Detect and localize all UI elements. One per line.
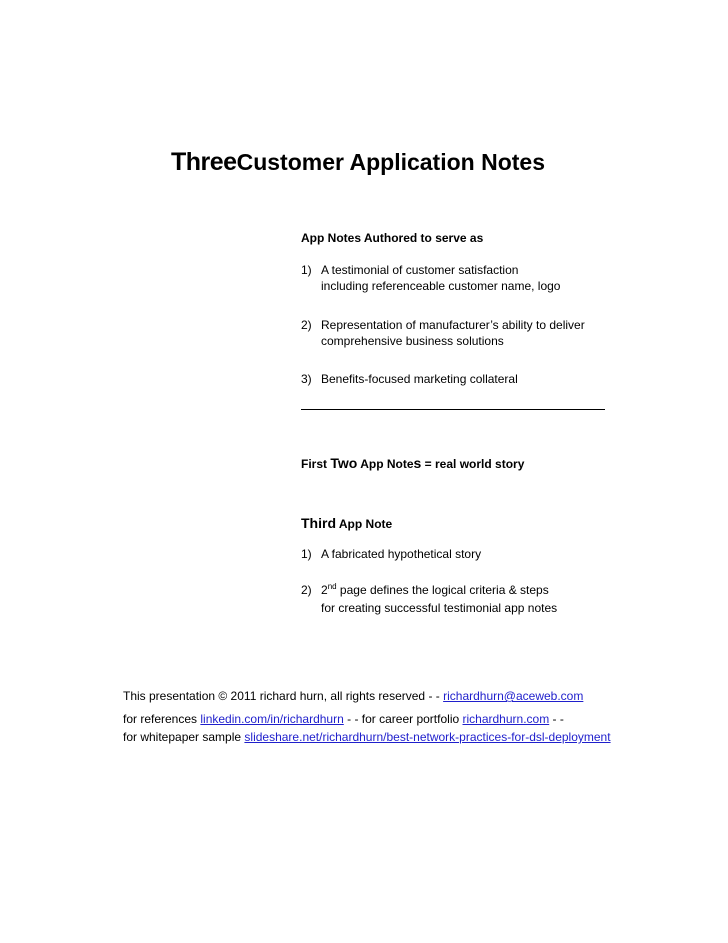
first-two-middle: App Note <box>357 457 414 471</box>
page-title <box>171 148 545 176</box>
whitepaper-text: for whitepaper sample <box>123 730 245 744</box>
purpose-1-number: 1) <box>301 263 312 277</box>
intro-heading: App Notes Authored to serve as <box>301 231 484 245</box>
third-item-2-line-1 <box>321 582 549 598</box>
portfolio-link[interactable]: richardhurn.com <box>462 712 550 726</box>
purpose-3-line-1: Benefits-focused marketing collateral <box>321 372 518 386</box>
copyright-text: This presentation © 2011 richard hurn, all rights reserved - - <box>123 689 444 703</box>
divider-line <box>301 409 605 410</box>
third-heading <box>301 515 392 532</box>
third-item-2-rest: page defines the logical criteria & steps <box>336 583 549 597</box>
third-item-2-line-2: for creating successful testimonial app notes <box>321 601 558 615</box>
first-two-prefix: First <box>301 457 331 471</box>
title-rest: Customer Application Notes <box>236 149 545 175</box>
first-two-suffix: = real world story <box>421 457 525 471</box>
linkedin-link[interactable]: linkedin.com/in/richardhurn <box>200 712 344 726</box>
purpose-2-line-1: Representation of manufacturer’s ability to deliver <box>321 318 585 332</box>
title-emphasis: Three <box>171 148 237 176</box>
footer-line-1 <box>123 688 583 704</box>
references-text: for references <box>123 712 201 726</box>
third-item-1-number: 1) <box>301 547 312 561</box>
ordinal-number: 2 <box>321 583 328 597</box>
first-two-line <box>301 455 524 472</box>
first-two-s: s <box>413 455 422 471</box>
purpose-1-line-1: A testimonial of customer satisfaction <box>321 263 519 277</box>
slideshare-link[interactable]: slideshare.net/richardhurn/best-network-practices-for-dsl-deployment <box>244 730 611 744</box>
purpose-2-line-2: comprehensive business solutions <box>321 334 504 348</box>
footer-line-2 <box>123 711 564 727</box>
purpose-3-number: 3) <box>301 372 312 386</box>
first-two-emphasis: Two <box>330 455 358 471</box>
third-rest: App Note <box>336 517 393 531</box>
purpose-2-number: 2) <box>301 318 312 332</box>
purpose-1-line-2: including referenceable customer name, logo <box>321 279 561 293</box>
third-item-1-text: A fabricated hypothetical story <box>321 547 482 561</box>
footer-line-3 <box>123 729 611 745</box>
separator-text: - - <box>549 712 564 726</box>
email-link[interactable]: richardhurn@aceweb.com <box>443 689 584 703</box>
third-item-2-number: 2) <box>301 583 312 597</box>
third-emphasis: Third <box>301 515 336 531</box>
portfolio-text: - - for career portfolio <box>343 712 463 726</box>
ordinal-suffix: nd <box>327 582 337 591</box>
